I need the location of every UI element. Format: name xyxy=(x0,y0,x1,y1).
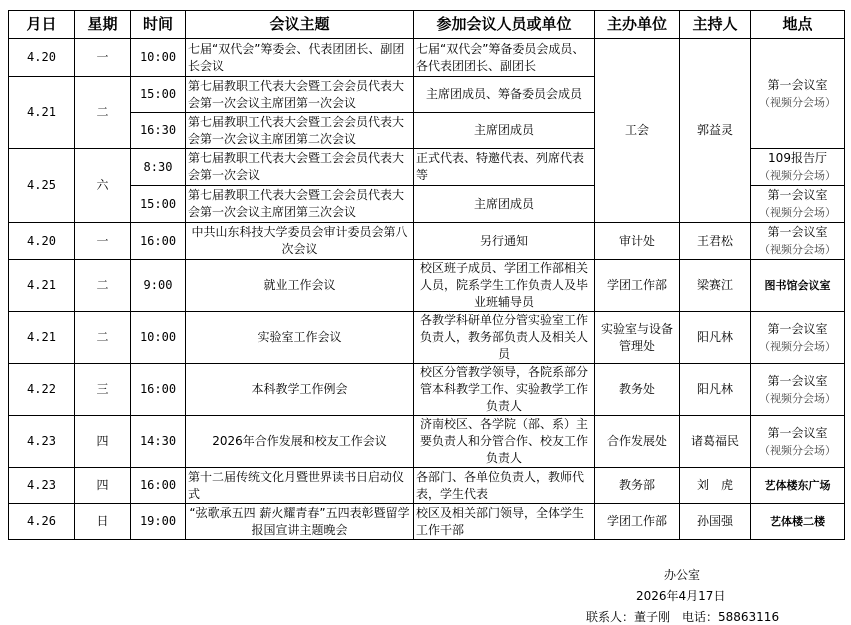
location-sub: （视频分会场） xyxy=(759,443,836,457)
cell-topic: 七届“双代会”筹委会、代表团团长、副团长会议 xyxy=(186,39,414,77)
header-date: 月日 xyxy=(9,11,75,39)
cell-date: 4.20 xyxy=(9,223,75,260)
cell-attendees: 七届“双代会”筹备委员会成员、各代表团团长、副团长 xyxy=(414,39,595,77)
cell-date: 4.21 xyxy=(9,312,75,364)
cell-attendees: 主席团成员 xyxy=(414,186,595,223)
cell-attendees: 主席团成员、筹备委员会成员 xyxy=(414,77,595,113)
table-row xyxy=(9,416,845,468)
header-time: 时间 xyxy=(131,11,186,39)
cell-location xyxy=(751,39,845,149)
cell-topic: 中共山东科技大学委员会审计委员会第八次会议 xyxy=(186,223,414,260)
cell-organizer: 教务处 xyxy=(595,364,680,416)
cell-location xyxy=(751,504,845,540)
cell-attendees: 校区班子成员、学团工作部相关人员，院系学生工作负责人及毕业班辅导员 xyxy=(414,260,595,312)
cell-time: 14:30 xyxy=(131,416,186,468)
cell-date: 4.21 xyxy=(9,77,75,149)
cell-location xyxy=(751,416,845,468)
cell-organizer: 审计处 xyxy=(595,223,680,260)
cell-host: 郭益灵 xyxy=(680,39,751,223)
cell-location xyxy=(751,186,845,223)
table-row xyxy=(9,260,845,312)
cell-date: 4.25 xyxy=(9,149,75,223)
location-sub: （视频分会场） xyxy=(759,169,836,182)
cell-topic: 就业工作会议 xyxy=(186,260,414,312)
cell-host: 王君松 xyxy=(680,223,751,260)
cell-location xyxy=(751,364,845,416)
header-weekday: 星期 xyxy=(75,11,131,39)
footer-date: 2026年4月17日 xyxy=(636,589,726,603)
footer-contact: 联系人：董子刚 电话：58863116 xyxy=(586,610,780,624)
header-topic: 会议主题 xyxy=(186,11,414,39)
location-sub: （视频分会场） xyxy=(759,206,836,219)
location-main: 图书馆会议室 xyxy=(764,279,831,292)
cell-date: 4.22 xyxy=(9,364,75,416)
cell-weekday: 四 xyxy=(75,468,131,504)
cell-date: 4.21 xyxy=(9,260,75,312)
location-main: 第一会议室 xyxy=(767,425,828,440)
table-row xyxy=(9,39,845,77)
location-main: 第一会议室 xyxy=(767,188,828,202)
cell-time: 16:00 xyxy=(131,223,186,260)
cell-time: 10:00 xyxy=(131,312,186,364)
cell-topic: 本科教学工作例会 xyxy=(186,364,414,416)
location-main: 第一会议室 xyxy=(767,225,828,239)
cell-attendees: 各教学科研单位分管实验室工作负责人，教务部负责人及相关人员 xyxy=(414,312,595,364)
cell-weekday: 四 xyxy=(75,416,131,468)
table-row xyxy=(9,312,845,364)
cell-organizer: 教务部 xyxy=(595,468,680,504)
cell-host: 刘 虎 xyxy=(680,468,751,504)
cell-time: 9:00 xyxy=(131,260,186,312)
cell-date: 4.26 xyxy=(9,504,75,540)
cell-topic: 第七届教职工代表大会暨工会会员代表大会第一次会议主席团第三次会议 xyxy=(186,186,414,223)
table-row xyxy=(9,223,845,260)
cell-attendees: 校区及相关部门领导，全体学生工作干部 xyxy=(414,504,595,540)
cell-topic: 第七届教职工代表大会暨工会会员代表大会第一次会议主席团第一次会议 xyxy=(186,77,414,113)
cell-attendees: 主席团成员 xyxy=(414,113,595,149)
cell-weekday: 二 xyxy=(75,312,131,364)
cell-host: 梁赛江 xyxy=(680,260,751,312)
cell-host: 诸葛福民 xyxy=(680,416,751,468)
cell-topic: 第七届教职工代表大会暨工会会员代表大会第一次会议主席团第二次会议 xyxy=(186,113,414,149)
cell-host: 孙国强 xyxy=(680,504,751,540)
cell-topic: “弦歌承五四 薪火耀青春”五四表彰暨留学报国宣讲主题晚会 xyxy=(186,504,414,540)
cell-date: 4.23 xyxy=(9,416,75,468)
header-host: 主持人 xyxy=(680,11,751,39)
footer-office: 办公室 xyxy=(664,568,701,582)
cell-attendees: 正式代表、特邀代表、列席代表等 xyxy=(414,149,595,186)
cell-weekday: 三 xyxy=(75,364,131,416)
cell-organizer: 合作发展处 xyxy=(595,416,680,468)
cell-weekday: 一 xyxy=(75,223,131,260)
location-sub: （视频分会场） xyxy=(759,95,836,109)
cell-location xyxy=(751,223,845,260)
cell-host: 阳凡林 xyxy=(680,364,751,416)
cell-location xyxy=(751,312,845,364)
cell-attendees: 另行通知 xyxy=(414,223,595,260)
cell-organizer: 学团工作部 xyxy=(595,260,680,312)
cell-location xyxy=(751,149,845,186)
table-row xyxy=(9,364,845,416)
cell-host: 阳凡林 xyxy=(680,312,751,364)
meeting-schedule-table xyxy=(8,10,845,540)
cell-topic: 实验室工作会议 xyxy=(186,312,414,364)
location-sub: （视频分会场） xyxy=(759,391,836,405)
cell-time: 15:00 xyxy=(131,186,186,223)
location-main: 第一会议室 xyxy=(767,373,828,388)
cell-time: 8:30 xyxy=(131,149,186,186)
cell-time: 16:30 xyxy=(131,113,186,149)
cell-time: 19:00 xyxy=(131,504,186,540)
header-row xyxy=(9,11,845,39)
header-attendees: 参加会议人员或单位 xyxy=(414,11,595,39)
cell-location xyxy=(751,260,845,312)
cell-organizer: 工会 xyxy=(595,39,680,223)
cell-time: 15:00 xyxy=(131,77,186,113)
table-row xyxy=(9,468,845,504)
location-main: 艺体楼二楼 xyxy=(770,515,825,528)
cell-attendees: 各部门、各单位负责人，教师代表，学生代表 xyxy=(414,468,595,504)
cell-date: 4.23 xyxy=(9,468,75,504)
cell-time: 16:00 xyxy=(131,364,186,416)
location-main: 艺体楼东广场 xyxy=(764,479,831,492)
cell-topic: 第十二届传统文化月暨世界读书日启动仪式 xyxy=(186,468,414,504)
cell-weekday: 六 xyxy=(75,149,131,223)
cell-location xyxy=(751,468,845,504)
location-main: 第一会议室 xyxy=(767,321,828,336)
location-main: 第一会议室 xyxy=(767,77,828,92)
cell-topic: 2026年合作发展和校友工作会议 xyxy=(186,416,414,468)
header-organizer: 主办单位 xyxy=(595,11,680,39)
cell-weekday: 二 xyxy=(75,260,131,312)
cell-attendees: 校区分管教学领导，各院系部分管本科教学工作、实验教学工作负责人 xyxy=(414,364,595,416)
location-main: 109报告厅 xyxy=(768,151,827,165)
cell-organizer: 实验室与设备管理处 xyxy=(595,312,680,364)
table-row xyxy=(9,504,845,540)
header-location: 地点 xyxy=(751,11,845,39)
cell-weekday: 一 xyxy=(75,39,131,77)
cell-weekday: 日 xyxy=(75,504,131,540)
cell-date: 4.20 xyxy=(9,39,75,77)
location-sub: （视频分会场） xyxy=(759,339,836,353)
cell-topic: 第七届教职工代表大会暨工会会员代表大会第一次会议 xyxy=(186,149,414,186)
cell-time: 10:00 xyxy=(131,39,186,77)
cell-weekday: 二 xyxy=(75,77,131,149)
cell-attendees: 济南校区、各学院（部、系）主要负责人和分管合作、校友工作负责人 xyxy=(414,416,595,468)
cell-time: 16:00 xyxy=(131,468,186,504)
cell-organizer: 学团工作部 xyxy=(595,504,680,540)
location-sub: （视频分会场） xyxy=(759,243,836,256)
